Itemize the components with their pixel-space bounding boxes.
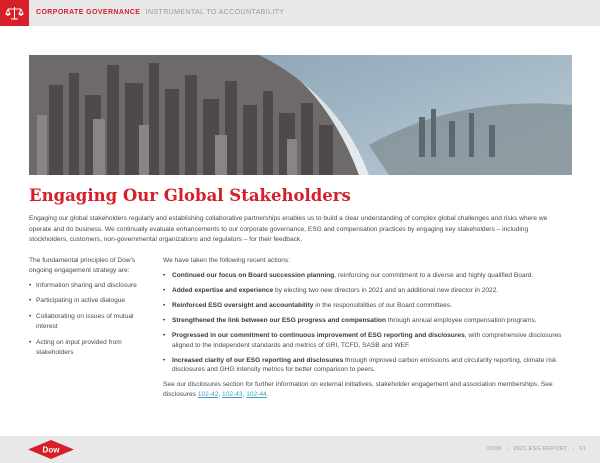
list-item bbox=[163, 316, 568, 326]
action-text: , with comprehensive disclosures aligned to the independent standards and metrics of GRI, TCFD, SASB and WEF. bbox=[172, 331, 562, 349]
list-item: • Collaborating on issues of mutual interest bbox=[29, 312, 147, 332]
actions-list bbox=[163, 271, 568, 375]
action-bold: Strengthened the link between our ESG progress and compensation bbox=[172, 316, 386, 324]
footer-text: DOW | 2021 ESG REPORT | 61 bbox=[487, 446, 586, 452]
principles-list bbox=[29, 281, 147, 358]
list-item bbox=[163, 271, 568, 281]
disclosure-link-102-42[interactable]: 102-42 bbox=[197, 391, 219, 399]
action-bold: Reinforced ESG oversight and accountability bbox=[172, 301, 314, 309]
page-number: 61 bbox=[579, 446, 586, 452]
actions-column bbox=[163, 256, 568, 400]
footer-report: 2021 ESG REPORT bbox=[513, 446, 568, 452]
action-bold: Progressed in our commitment to continuous improvement of ESG reporting and disclosures bbox=[172, 331, 465, 339]
disclosure-link-102-43[interactable]: 102-43 bbox=[222, 391, 243, 399]
section-title bbox=[36, 9, 284, 16]
page-footer bbox=[0, 436, 600, 463]
disclosure-link-102-44[interactable]: 102-44 bbox=[246, 391, 267, 399]
link-separator: , bbox=[242, 391, 247, 399]
scales-of-justice-icon bbox=[0, 0, 29, 26]
link-separator: , bbox=[218, 391, 223, 399]
page-header bbox=[0, 0, 600, 26]
list-item: • Participating in active dialogue bbox=[29, 296, 147, 306]
list-item bbox=[163, 286, 568, 296]
principles-lead: The fundamental principles of Dow's ongoing engagement strategy are: bbox=[29, 257, 136, 274]
action-bold: Increased clarity of our ESG reporting and disclosures bbox=[172, 356, 344, 364]
principles-column bbox=[29, 256, 147, 363]
disclosures-note bbox=[163, 380, 568, 400]
sentence-end: . bbox=[266, 391, 269, 399]
subsection-label: INSTRUMENTAL TO ACCOUNTABILITY bbox=[145, 9, 285, 16]
intro-paragraph: Engaging our global stakeholders regularly and establishing collaborative partnerships enables us to build a clear understanding of complex global challenges and risks where we operate and do business. We continually evaluate enhancements to our corporate governance, ESG and compensation practices by engaging key stakeholders – including stockholders, customers, non-governmental organizations and regulators – for their feedback. bbox=[29, 215, 548, 244]
actions-lead: We have taken the following recent actions: bbox=[163, 257, 291, 264]
page-heading: Engaging Our Global Stakeholders bbox=[29, 186, 351, 205]
logo-text: Dow bbox=[42, 445, 60, 455]
dow-logo bbox=[28, 440, 74, 459]
section-label: CORPORATE GOVERNANCE bbox=[36, 9, 141, 16]
action-bold: Continued our focus on Board succession planning bbox=[172, 271, 335, 279]
list-item: • Acting on input provided from stakeholders bbox=[29, 338, 147, 358]
footer-brand: DOW bbox=[487, 446, 502, 452]
action-text: , reinforcing our commitment to a diverse and highly qualified Board. bbox=[334, 271, 534, 279]
list-item bbox=[163, 331, 568, 351]
action-text: through improved carbon emissions and circularity reporting, climate risk disclosures and GHG intensity metrics for better comparison to peers. bbox=[172, 356, 557, 374]
action-bold: Added expertise and experience bbox=[172, 286, 274, 294]
action-text: by electing two new directors in 2021 and an additional new director in 2022. bbox=[273, 286, 499, 294]
list-item bbox=[163, 356, 568, 376]
list-item: • Information sharing and disclosure bbox=[29, 281, 147, 291]
hero-image bbox=[29, 55, 572, 175]
list-item bbox=[163, 301, 568, 311]
action-text: through annual employee compensation programs. bbox=[385, 316, 537, 324]
action-text: in the responsibilities of our Board committees. bbox=[313, 301, 452, 309]
disclosures-text: See our disclosures section for further information on external initiatives, stakeholder engagement and association memberships. See disclosures bbox=[163, 381, 553, 399]
